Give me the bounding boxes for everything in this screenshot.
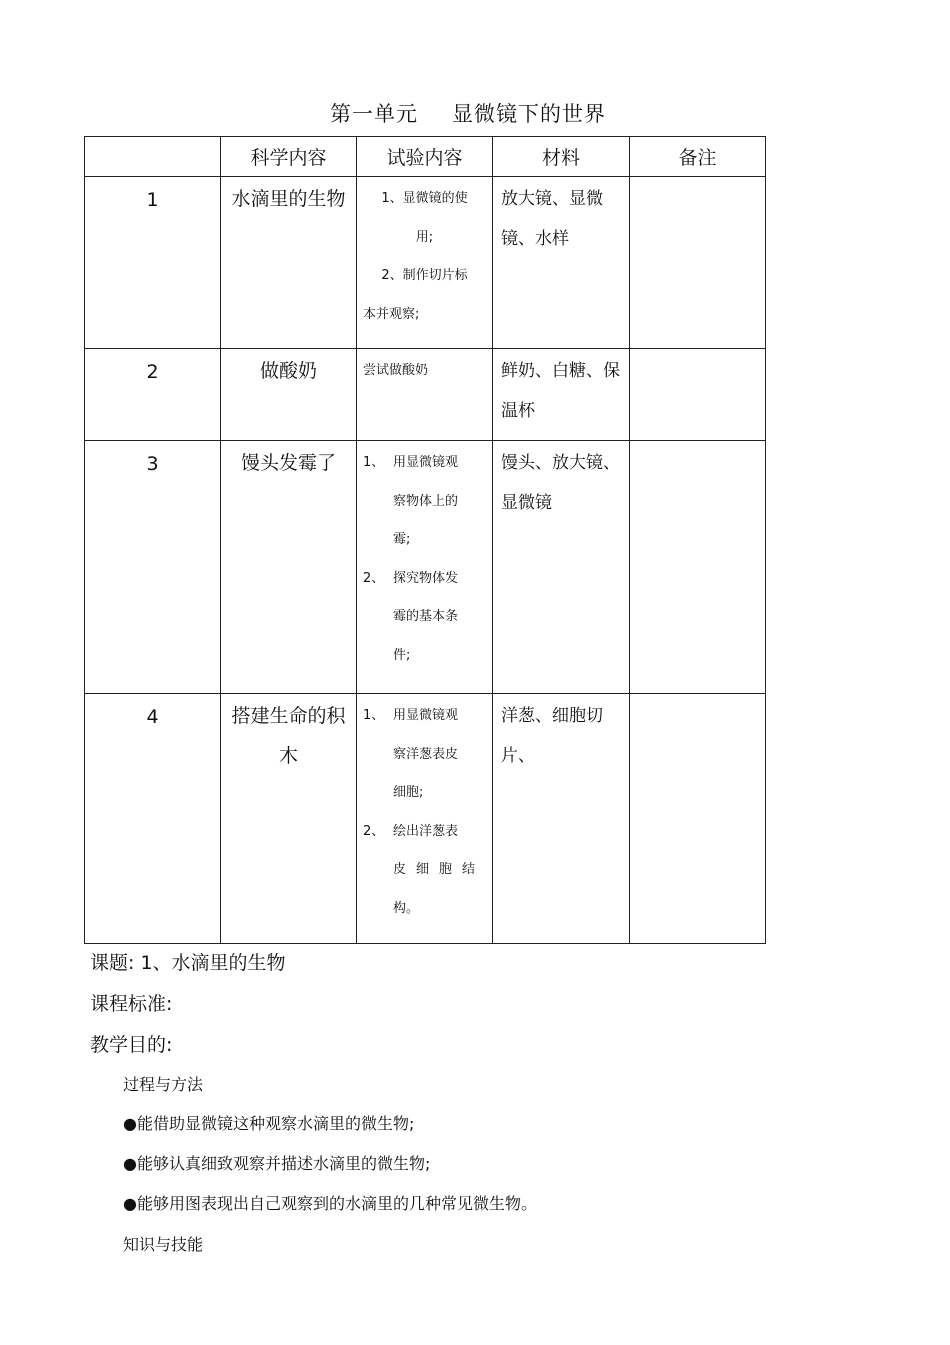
experiment-item — [363, 813, 486, 852]
page-title — [0, 98, 936, 128]
lesson-topic: 课题: 1、水滴里的生物 — [90, 952, 286, 974]
unit-name: 显微镜下的世界 — [452, 102, 606, 126]
goal-bullet: ●能借助显微镜这种观察水滴里的微生物; — [123, 1114, 415, 1133]
experiment-content — [357, 441, 493, 694]
experiment-content — [357, 349, 493, 441]
table-row — [85, 349, 766, 441]
row-number: 2 — [85, 349, 221, 441]
item-number: 2、 — [363, 823, 385, 839]
teaching-goal: 教学目的: — [90, 1034, 173, 1056]
science-content: 水滴里的生物 — [221, 177, 357, 349]
experiment-line: 本并观察; — [363, 306, 420, 322]
row-number: 1 — [85, 177, 221, 349]
experiment-line: 构。 — [393, 900, 420, 916]
goal-bullet: ●能够认真细致观察并描述水滴里的微生物; — [123, 1154, 431, 1173]
experiment-line: 察洋葱表皮 — [393, 746, 459, 762]
notes — [630, 177, 766, 349]
table-row — [85, 177, 766, 349]
experiment-item — [363, 560, 486, 599]
item-number: 2、 — [363, 570, 385, 586]
notes — [630, 694, 766, 944]
header-science: 科学内容 — [221, 137, 357, 177]
row-number: 3 — [85, 441, 221, 694]
header-experiment: 试验内容 — [357, 137, 493, 177]
unit-table — [84, 136, 766, 944]
table-header-row — [85, 137, 766, 177]
experiment-line: 皮细胞结 — [393, 862, 486, 877]
materials: 洋葱、细胞切片、 — [493, 694, 630, 944]
item-number: 1、 — [363, 708, 385, 723]
knowledge-heading: 知识与技能 — [123, 1235, 204, 1254]
table-row — [85, 441, 766, 694]
experiment-line: 绘出洋葱表 — [393, 823, 459, 839]
experiment-line: 尝试做酸奶 — [363, 363, 429, 378]
experiment-item — [363, 444, 486, 483]
experiment-line: 1、显微镜的使 — [381, 191, 468, 206]
experiment-line: 件; — [393, 647, 411, 663]
unit-label: 第一单元 — [330, 102, 418, 126]
header-number — [85, 137, 221, 177]
materials: 馒头、放大镜、显微镜 — [493, 441, 630, 694]
materials: 放大镜、显微镜、水样 — [493, 177, 630, 349]
item-number: 1、 — [363, 455, 385, 470]
experiment-item — [363, 697, 486, 736]
process-heading: 过程与方法 — [123, 1075, 204, 1094]
experiment-line: 2、制作切片标 — [381, 268, 468, 283]
science-content: 做酸奶 — [221, 349, 357, 441]
goal-bullet: ●能够用图表现出自己观察到的水滴里的几种常见微生物。 — [123, 1194, 537, 1213]
experiment-line: 细胞; — [393, 785, 424, 800]
notes — [630, 349, 766, 441]
experiment-line: 用显微镜观 — [393, 455, 459, 470]
experiment-line: 用显微镜观 — [393, 708, 459, 723]
header-materials: 材料 — [493, 137, 630, 177]
materials: 鲜奶、白糖、保温杯 — [493, 349, 630, 441]
experiment-line: 霉的基本条 — [393, 609, 459, 624]
header-notes: 备注 — [630, 137, 766, 177]
course-standard: 课程标准: — [90, 993, 173, 1015]
experiment-line: 霉; — [393, 532, 411, 547]
experiment-line: 察物体上的 — [393, 493, 459, 509]
experiment-line: 用; — [415, 229, 434, 245]
science-content: 馒头发霉了 — [221, 441, 357, 694]
row-number: 4 — [85, 694, 221, 944]
science-content: 搭建生命的积木 — [221, 694, 357, 944]
experiment-content — [357, 177, 493, 349]
notes — [630, 441, 766, 694]
table-row — [85, 694, 766, 944]
experiment-content — [357, 694, 493, 944]
experiment-line: 探究物体发 — [393, 570, 459, 586]
